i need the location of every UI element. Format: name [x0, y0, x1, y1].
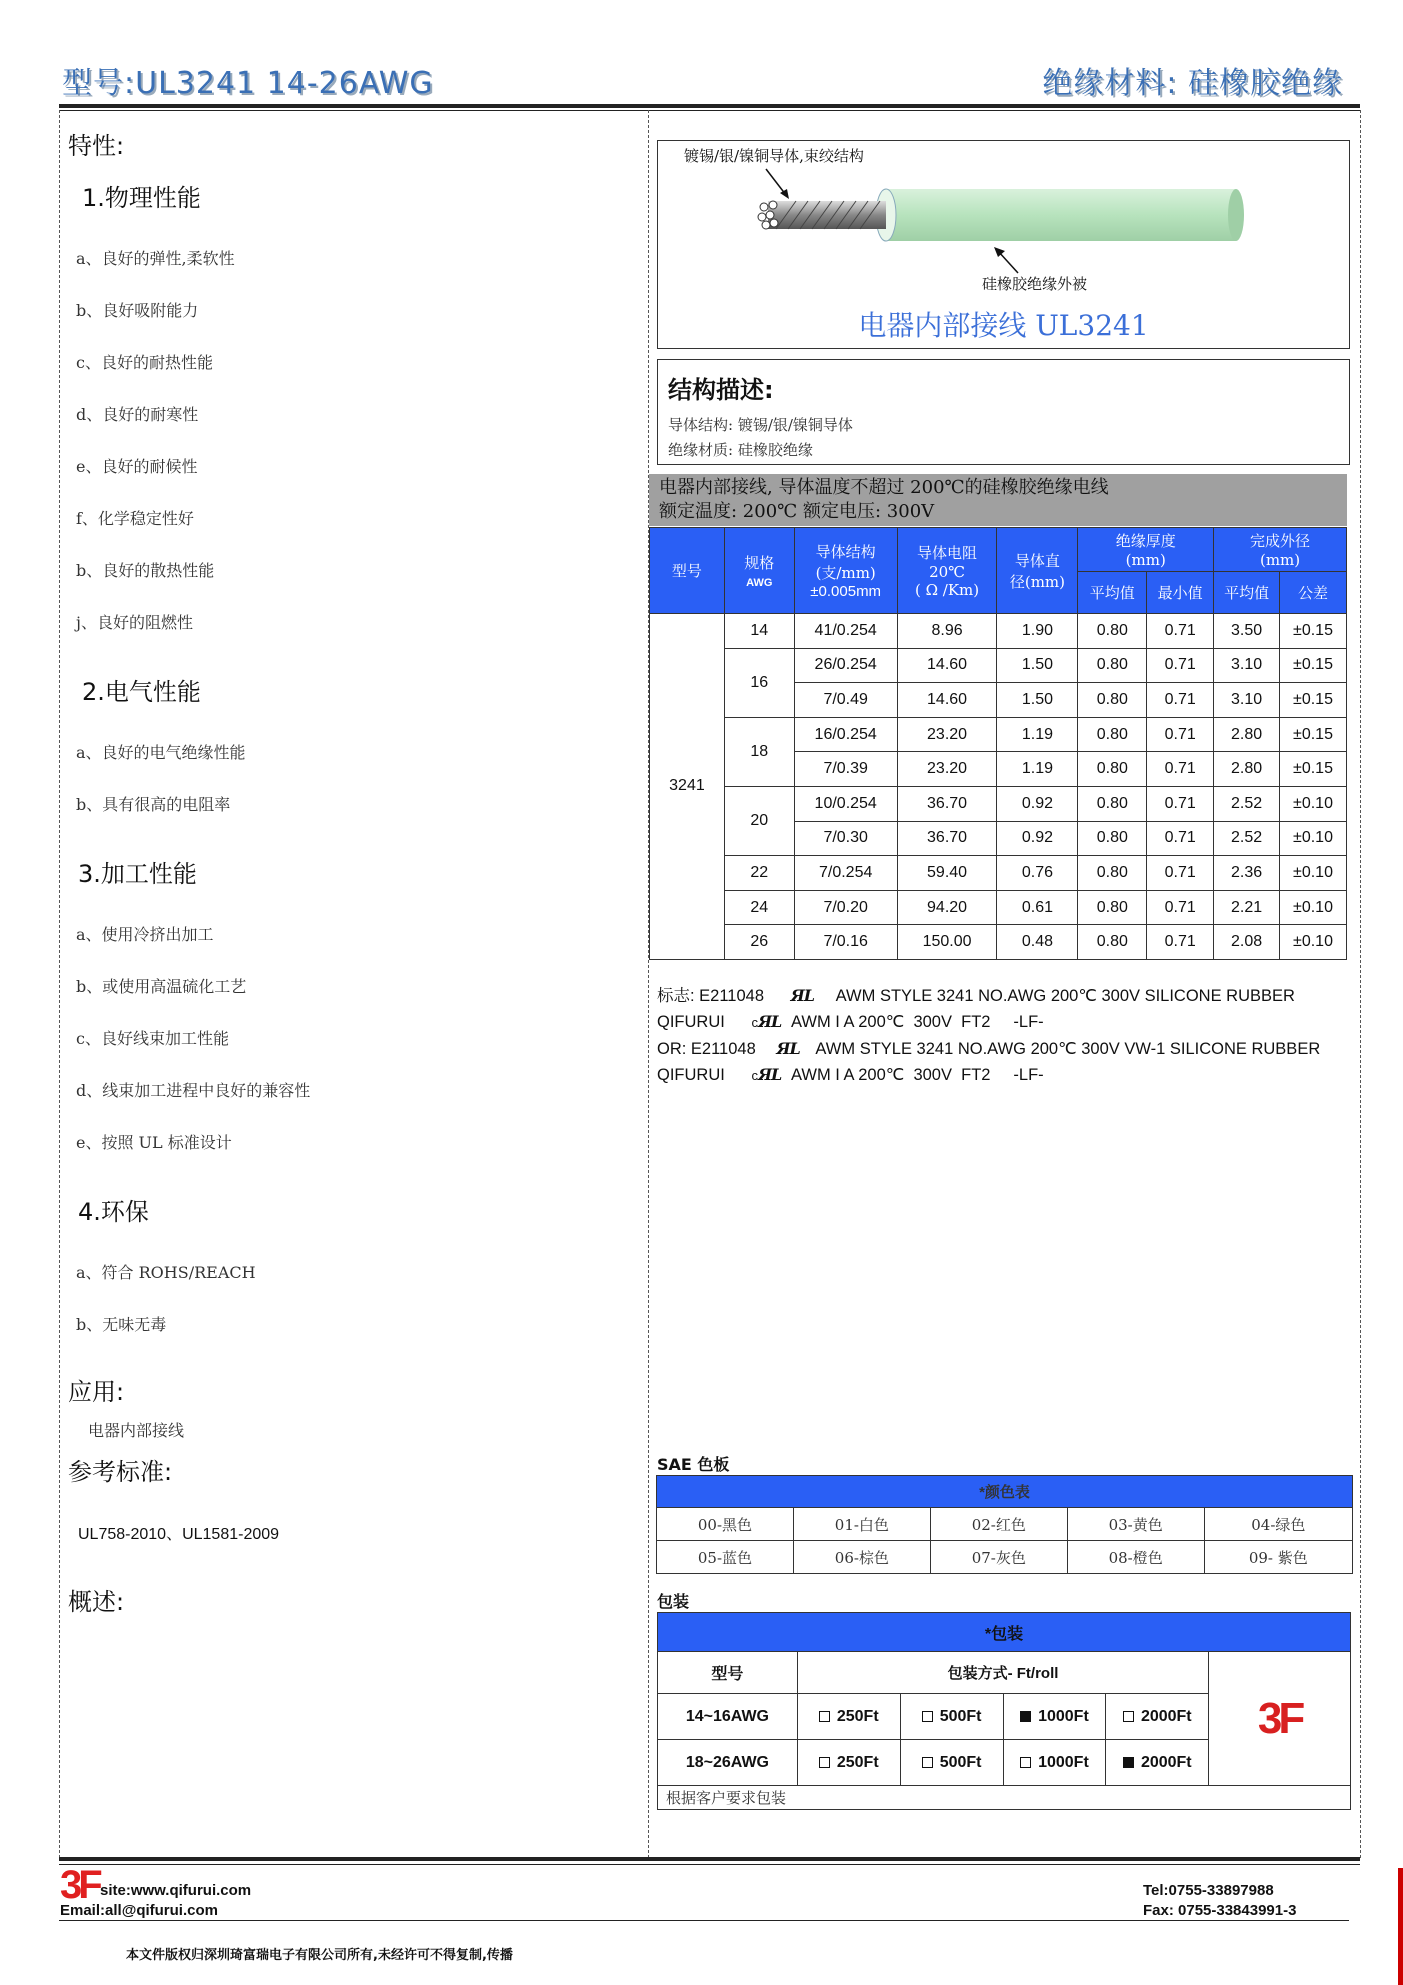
color-cell: 08-橙色 — [1067, 1541, 1204, 1574]
c-mark: c — [751, 1068, 758, 1083]
list-item: b、良好的散热性能 — [76, 561, 215, 580]
col-thickness — [1078, 528, 1214, 572]
packaging-option-label: 250Ft — [836, 1753, 879, 1771]
overview-title: 概述: — [68, 1588, 125, 1616]
list-item: e、按照 UL 标准设计 — [76, 1133, 232, 1152]
col-thickness-avg: 平均值 — [1078, 572, 1147, 614]
table-cell: 0.71 — [1147, 786, 1214, 821]
table-cell: 14.60 — [897, 648, 997, 683]
jacket-shape — [886, 189, 1236, 241]
footer-rule — [59, 1857, 1360, 1861]
packaging-option[interactable] — [1106, 1694, 1209, 1740]
marking-line4 — [657, 1062, 1320, 1089]
description-line2: 额定温度: 200℃ 额定电压: 300V — [659, 501, 935, 522]
packaging-row-model: 14~16AWG — [658, 1694, 798, 1740]
list-item: f、化学稳定性好 — [76, 509, 194, 528]
table-cell: 36.70 — [897, 821, 997, 856]
ul-icon: ЯL — [790, 986, 814, 1005]
color-cell: 07-灰色 — [930, 1541, 1067, 1574]
list-item: a、使用冷挤出加工 — [76, 925, 214, 944]
gauge-cell: 14 — [724, 614, 794, 649]
table-cell: 7/0.30 — [794, 821, 897, 856]
section-title-electrical: 2.电气性能 — [82, 678, 201, 706]
marking-block — [657, 983, 1320, 1089]
spec-table-body — [650, 614, 1347, 960]
description-bar — [649, 474, 1347, 526]
color-table-header: *颜色表 — [657, 1476, 1353, 1508]
footer-copyright: 本文件版权归深圳琦富瑞电子有限公司所有,未经许可不得复制,传播 — [126, 1948, 513, 1963]
footer-rule-thin — [59, 1864, 1360, 1865]
structure-line2: 绝缘材质: 硅橡胶绝缘 — [668, 441, 813, 459]
packaging-option[interactable] — [900, 1740, 1003, 1786]
table-cell: 2.08 — [1214, 925, 1280, 960]
footer-site[interactable]: site:www.qifurui.com — [100, 1882, 252, 1899]
jacket-arrowhead — [994, 247, 1005, 257]
list-item: e、良好的耐候性 — [76, 457, 198, 476]
packaging-option-label: 2000Ft — [1140, 1753, 1192, 1771]
table-cell: 7/0.254 — [794, 856, 897, 891]
col-conductor-label: 导体结构 — [815, 543, 876, 561]
table-cell: 41/0.254 — [794, 614, 897, 649]
color-cell: 04-绿色 — [1204, 1508, 1352, 1541]
list-item: a、良好的弹性,柔软性 — [76, 249, 235, 268]
packaging-header: *包装 — [658, 1613, 1351, 1652]
table-cell: 8.96 — [897, 614, 997, 649]
checkbox-icon[interactable] — [819, 1757, 830, 1768]
table-cell: 0.80 — [1078, 683, 1147, 718]
table-cell: ±0.10 — [1280, 821, 1347, 856]
cul-icon: ЯL — [757, 1065, 782, 1084]
conductor-label: 镀锡/银/镍铜导体,束绞结构 — [684, 147, 864, 165]
table-cell: 150.00 — [897, 925, 997, 960]
section-title-environment: 4.环保 — [78, 1198, 149, 1226]
standard-title: 参考标准: — [68, 1458, 173, 1486]
table-cell: 2.36 — [1214, 856, 1280, 891]
table-cell: 0.80 — [1078, 752, 1147, 787]
gauge-cell: 20 — [724, 786, 794, 855]
checkbox-icon[interactable] — [922, 1711, 933, 1722]
table-cell: 3.10 — [1214, 683, 1280, 718]
table-cell: 16/0.254 — [794, 717, 897, 752]
packaging-table — [657, 1612, 1351, 1810]
table-row — [650, 925, 1347, 960]
gauge-cell: 18 — [724, 717, 794, 786]
checkbox-checked-icon[interactable] — [1020, 1711, 1031, 1722]
table-cell: ±0.15 — [1280, 683, 1347, 718]
col-thickness-label: 绝缘厚度 — [1115, 532, 1176, 550]
marking-text: AWM I A 200℃ 300V FT2 -LF- — [790, 1066, 1044, 1084]
packaging-option-label: 500Ft — [939, 1707, 982, 1725]
packaging-option[interactable] — [797, 1694, 900, 1740]
footer-tel: Tel:0755-33897988 — [1143, 1882, 1274, 1899]
col-resistance-label: 导体电阻 — [917, 544, 978, 562]
color-board-title: SAE 色板 — [657, 1455, 730, 1474]
table-cell: 0.71 — [1147, 614, 1214, 649]
col-outer — [1214, 528, 1347, 572]
color-cell: 02-红色 — [930, 1508, 1067, 1541]
marking-brand: QIFURUI — [657, 1066, 725, 1084]
footer-email[interactable]: Email:all@qifurui.com — [60, 1902, 218, 1919]
packaging-option-label: 1000Ft — [1038, 1753, 1089, 1771]
table-cell: 0.80 — [1078, 614, 1147, 649]
table-cell: 0.80 — [1078, 821, 1147, 856]
color-cell: 03-黄色 — [1067, 1508, 1204, 1541]
description-line1: 电器内部接线, 导体温度不超过 200℃的硅橡胶绝缘电线 — [659, 477, 1109, 498]
table-cell: 94.20 — [897, 890, 997, 925]
list-item: c、良好线束加工性能 — [76, 1029, 229, 1048]
section-title-physical: 1.物理性能 — [82, 184, 201, 212]
insulation-title: 绝缘材料: 硅橡胶绝缘 — [1042, 66, 1343, 101]
table-cell: 2.80 — [1214, 752, 1280, 787]
structure-line1: 导体结构: 镀锡/银/镍铜导体 — [668, 416, 853, 434]
conductor-arrowhead — [780, 189, 789, 199]
table-row — [650, 614, 1347, 649]
model-cell: 3241 — [650, 614, 725, 960]
edge-accent — [1398, 1868, 1403, 1985]
table-cell: 0.76 — [997, 856, 1078, 891]
structure-box — [657, 359, 1350, 465]
col-conductor-tol: ±0.005mm — [810, 583, 882, 600]
table-cell: 0.80 — [1078, 925, 1147, 960]
marking-text: AWM I A 200℃ 300V FT2 -LF- — [790, 1013, 1044, 1031]
packaging-col-model: 型号 — [658, 1652, 798, 1694]
table-cell: 1.50 — [997, 648, 1078, 683]
table-row — [650, 890, 1347, 925]
table-row — [650, 786, 1347, 821]
table-cell: 0.92 — [997, 821, 1078, 856]
packaging-option[interactable] — [900, 1694, 1003, 1740]
gauge-cell: 16 — [724, 648, 794, 717]
jacket-end — [1228, 189, 1244, 241]
table-cell: 36.70 — [897, 786, 997, 821]
table-cell: 1.19 — [997, 752, 1078, 787]
table-cell: ±0.15 — [1280, 752, 1347, 787]
table-cell: 0.80 — [1078, 890, 1147, 925]
table-cell: 2.52 — [1214, 786, 1280, 821]
col-conductor-unit: (支/mm) — [815, 564, 876, 582]
col-diameter-label: 导体直 — [1014, 551, 1060, 570]
table-cell: ±0.10 — [1280, 925, 1347, 960]
table-cell: 0.80 — [1078, 648, 1147, 683]
col-resistance-temp: 20℃ — [929, 563, 965, 581]
table-cell: 0.61 — [997, 890, 1078, 925]
packaging-option-label: 250Ft — [836, 1707, 879, 1725]
table-cell: 0.71 — [1147, 717, 1214, 752]
color-cell: 09- 紫色 — [1204, 1541, 1352, 1574]
list-item: b、具有很高的电阻率 — [76, 795, 231, 814]
packaging-option[interactable] — [1106, 1740, 1209, 1786]
col-gauge-label: 规格 — [744, 554, 775, 572]
conductor-arrow — [766, 169, 786, 195]
marking-line2 — [657, 1009, 1320, 1036]
list-item: a、符合 ROHS/REACH — [76, 1263, 256, 1282]
table-cell: 0.71 — [1147, 752, 1214, 787]
table-cell: 59.40 — [897, 856, 997, 891]
col-outer-avg: 平均值 — [1214, 572, 1280, 614]
table-cell: ±0.15 — [1280, 648, 1347, 683]
table-cell: 0.48 — [997, 925, 1078, 960]
application-title: 应用: — [68, 1378, 125, 1406]
table-cell: 1.90 — [997, 614, 1078, 649]
marking-brand: QIFURUI — [657, 1013, 725, 1031]
packaging-option[interactable] — [1003, 1740, 1106, 1786]
list-item: b、无味无毒 — [76, 1315, 167, 1334]
marking-prefix: 标志: E211048 — [657, 987, 765, 1005]
section-title-processing: 3.加工性能 — [78, 860, 197, 888]
table-cell: 0.71 — [1147, 856, 1214, 891]
table-cell: 2.80 — [1214, 717, 1280, 752]
table-cell: ±0.10 — [1280, 786, 1347, 821]
color-table — [656, 1475, 1353, 1574]
features-title: 特性: — [68, 132, 125, 160]
packaging-logo-cell — [1209, 1652, 1351, 1786]
table-cell: 23.20 — [897, 717, 997, 752]
col-thickness-unit: (mm) — [1125, 551, 1166, 569]
table-cell: 2.52 — [1214, 821, 1280, 856]
footer-fax: Fax: 0755-33843991-3 — [1143, 1902, 1297, 1919]
footer-divider — [59, 1920, 1349, 1921]
col-diameter-unit: 径(mm) — [1009, 572, 1065, 591]
table-cell: 14.60 — [897, 683, 997, 718]
col-outer-label: 完成外径 — [1250, 532, 1311, 550]
column-divider — [648, 110, 649, 1858]
table-cell: 7/0.39 — [794, 752, 897, 787]
footer-logo: 3F — [60, 1863, 99, 1907]
table-cell: 1.19 — [997, 717, 1078, 752]
table-cell: 0.80 — [1078, 786, 1147, 821]
cul-icon: ЯL — [757, 1012, 782, 1031]
packaging-title: 包装 — [657, 1592, 690, 1611]
table-cell: 7/0.16 — [794, 925, 897, 960]
marking-prefix: OR: E211048 — [657, 1040, 756, 1058]
table-cell: 23.20 — [897, 752, 997, 787]
list-item: j、良好的阻燃性 — [76, 613, 193, 632]
table-cell: 3.10 — [1214, 648, 1280, 683]
col-outer-tol: 公差 — [1280, 572, 1347, 614]
list-item: b、良好吸附能力 — [76, 301, 199, 320]
table-cell: 0.71 — [1147, 683, 1214, 718]
cable-diagram-box — [657, 140, 1350, 349]
table-cell: 7/0.49 — [794, 683, 897, 718]
color-cell: 01-白色 — [793, 1508, 930, 1541]
table-cell: ±0.15 — [1280, 614, 1347, 649]
table-cell: 1.50 — [997, 683, 1078, 718]
table-cell: 0.80 — [1078, 856, 1147, 891]
packaging-option-label: 1000Ft — [1038, 1707, 1089, 1725]
marking-line3 — [657, 1036, 1320, 1062]
list-item: a、良好的电气绝缘性能 — [76, 743, 246, 762]
packaging-row-model: 18~26AWG — [658, 1740, 798, 1786]
packaging-option[interactable] — [1003, 1694, 1106, 1740]
table-row — [650, 717, 1347, 752]
col-outer-unit: (mm) — [1259, 551, 1301, 569]
header-rule — [59, 104, 1360, 108]
list-item: d、良好的耐寒性 — [76, 405, 199, 424]
table-cell: 0.92 — [997, 786, 1078, 821]
structure-title: 结构描述: — [668, 376, 774, 404]
color-cell: 06-棕色 — [793, 1541, 930, 1574]
diagram-caption: 电器内部接线 UL3241 — [858, 309, 1149, 342]
table-row — [650, 856, 1347, 891]
packaging-option[interactable] — [797, 1740, 900, 1786]
table-cell: 0.71 — [1147, 648, 1214, 683]
col-thickness-min: 最小值 — [1147, 572, 1214, 614]
table-cell: 0.71 — [1147, 925, 1214, 960]
marking-text: AWM STYLE 3241 NO.AWG 200℃ 300V VW-1 SILICONE RUBBER — [815, 1040, 1321, 1058]
color-cell: 00-黑色 — [657, 1508, 794, 1541]
packaging-note: 根据客户要求包装 — [658, 1786, 1351, 1810]
checkbox-icon[interactable] — [922, 1757, 933, 1768]
marking-text: AWM STYLE 3241 NO.AWG 200℃ 300V SILICONE RUBBER — [835, 987, 1295, 1005]
checkbox-icon[interactable] — [819, 1711, 830, 1722]
table-cell: 26/0.254 — [794, 648, 897, 683]
table-cell: 0.71 — [1147, 821, 1214, 856]
gauge-cell: 26 — [724, 925, 794, 960]
table-cell: ±0.15 — [1280, 717, 1347, 752]
table-cell: 3.50 — [1214, 614, 1280, 649]
col-resistance — [897, 528, 997, 614]
list-item: c、良好的耐热性能 — [76, 353, 213, 372]
col-model: 型号 — [650, 528, 725, 614]
gauge-cell: 22 — [724, 856, 794, 891]
list-item: b、或使用高温硫化工艺 — [76, 977, 247, 996]
c-mark: c — [751, 1015, 758, 1030]
brand-logo: 3F — [1257, 1693, 1302, 1743]
table-cell: ±0.10 — [1280, 856, 1347, 891]
table-cell: 7/0.20 — [794, 890, 897, 925]
table-cell: 2.21 — [1214, 890, 1280, 925]
checkbox-icon[interactable] — [1020, 1757, 1031, 1768]
application-text: 电器内部接线 — [88, 1421, 185, 1440]
table-cell: 0.71 — [1147, 890, 1214, 925]
color-cell: 05-蓝色 — [657, 1541, 794, 1574]
gauge-cell: 24 — [724, 890, 794, 925]
jacket-label: 硅橡胶绝缘外被 — [982, 275, 1088, 293]
marking-line1 — [657, 983, 1320, 1009]
col-conductor — [794, 528, 897, 614]
spec-table — [649, 527, 1347, 960]
col-resistance-unit: ( Ω /Km) — [914, 581, 980, 599]
table-cell: ±0.10 — [1280, 890, 1347, 925]
ul-icon: ЯL — [776, 1039, 800, 1058]
model-title: 型号:UL3241 14-26AWG — [62, 66, 434, 101]
packaging-option-label: 500Ft — [939, 1753, 982, 1771]
table-row — [650, 648, 1347, 683]
col-gauge-unit: AWG — [746, 577, 773, 589]
col-diameter — [997, 528, 1078, 614]
standard-text: UL758-2010、UL1581-2009 — [78, 1526, 280, 1543]
checkbox-icon[interactable] — [1123, 1711, 1134, 1722]
table-cell: 10/0.254 — [794, 786, 897, 821]
table-cell: 0.80 — [1078, 717, 1147, 752]
packaging-col-method: 包装方式- Ft/roll — [797, 1652, 1208, 1694]
list-item: d、线束加工进程中良好的兼容性 — [76, 1081, 311, 1100]
checkbox-checked-icon[interactable] — [1123, 1757, 1134, 1768]
col-gauge — [724, 528, 794, 614]
packaging-option-label: 2000Ft — [1140, 1707, 1192, 1725]
